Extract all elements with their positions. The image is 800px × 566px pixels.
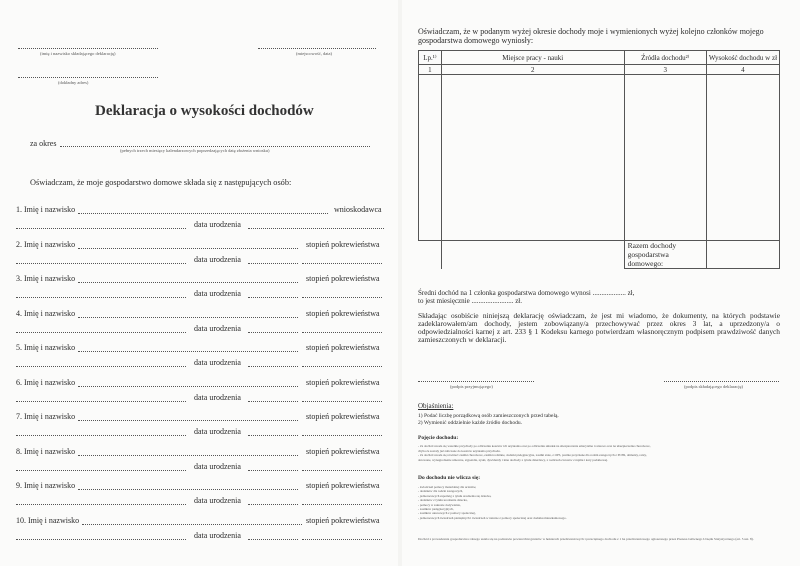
income-line: dotowane, wynagrodzenie umowne, stypendia, zyski, dywidendy i inne dochody z tytułu dzierżawy, z rozliczeń zwrotów z najmu i kary podatkowej.: [418, 457, 609, 462]
income-line: - Za dochód uważa się również: zasiłki chorobowe, zasiłki rodzinne, dodatki pielęgnacyjne, zasiłki stałe, z OPS, premie przyznane dla rodzin zastępczych z PCPR, alimenty, renty,: [418, 453, 647, 458]
birth-date-label: data urodzenia: [194, 496, 241, 505]
person-row: [0, 447, 398, 477]
birth-date-label: data urodzenia: [194, 254, 241, 264]
source-cell[interactable]: [624, 75, 706, 241]
person-name-label: 6. Imię i nazwisko: [16, 377, 76, 387]
birth-date-field[interactable]: [248, 366, 298, 367]
person-name-label: 10. Imię i nazwisko: [16, 515, 80, 525]
col-number-2: 2: [441, 65, 624, 75]
excluded-line: - dodatków dla rodzin zastępczych,: [418, 489, 464, 494]
excluded-line: - zasiłków okresowych z pomocy społecznej,: [418, 511, 476, 516]
person-row: [0, 516, 398, 546]
person-extra-field[interactable]: [16, 366, 186, 367]
person-extra-field[interactable]: [16, 504, 186, 505]
birth-date-field[interactable]: [248, 401, 298, 402]
excluded-line: - pomocy w zakresie dożywiania,: [418, 502, 461, 507]
birth-date-label: data urodzenia: [194, 323, 241, 333]
person-extra-field[interactable]: [16, 470, 186, 471]
person-name-label: 4. Imię i nazwisko: [16, 308, 76, 318]
receiver-signature-field[interactable]: [418, 381, 534, 382]
statement-text: Składając osobiście niniejszą deklarację oświadczam, że jest mi wiadomo, że dokumenty, na których podstawie zadeklarowałem/am dochody, jestem zobowiązany/a przechowywać przez okres 3 lat, a uprzedzony/a o odpowiedzialności karnej z art. 233 § 1 Kodeksu karnego potwierdzam własnoręcznym podpisem prawdziwość danych zamieszczonych w deklaracji.: [418, 311, 780, 344]
total-amount-cell[interactable]: [706, 241, 779, 269]
relationship-label: stopień pokrewieństwa: [306, 308, 380, 318]
page-title: Deklaracja o wysokości dochodów: [95, 103, 314, 119]
relationship-field[interactable]: [302, 366, 382, 367]
relationship-field[interactable]: [302, 297, 382, 298]
excluded-line: - jednorazowych świadczeń pieniężnych i świadczeń w naturze z pomocy społecznej oraz dodatku mieszkaniowego.: [418, 515, 567, 520]
birth-date-label: data urodzenia: [194, 392, 241, 402]
birth-date-field[interactable]: [248, 470, 298, 471]
birth-date-field[interactable]: [248, 435, 298, 436]
person-name-label: 5. Imię i nazwisko: [16, 343, 76, 352]
income-line: - Za dochód uważa się wszelkie przychody po odliczeniu kosztów ich uzyskania oraz po odliczeniu składek na ubezpieczenie emerytalne i rentowe oraz na ubezpieczenie chorobowe,: [418, 444, 651, 448]
address-caption: (dokładny adres): [58, 80, 89, 85]
birth-date-label: data urodzenia: [194, 530, 241, 540]
person-name-field[interactable]: [78, 420, 298, 421]
footer-note: Dochód z prowadzenia gospodarstwa rolnego ustala się na podstawie powierzchni gruntów w hektarach przeliczeniowych i przeciętnego dochodu z 1 ha przeliczeniowego ogłoszonego przez Prezesa Głównego Urzędu Statystycznego (art. 5 ust. 8).: [418, 537, 754, 541]
col-number-1: 1: [419, 65, 442, 75]
relationship-label: stopień pokrewieństwa: [306, 446, 380, 456]
person-extra-field[interactable]: [16, 228, 186, 229]
person-row: [0, 205, 398, 235]
person-row: [0, 412, 398, 442]
birth-date-field[interactable]: [248, 332, 298, 333]
relationship-field[interactable]: [302, 504, 382, 505]
person-name-field[interactable]: [78, 489, 298, 490]
household-declaration: Oświadczam, że moje gospodarstwo domowe składa się z następujących osób:: [30, 178, 292, 187]
excluded-line: - zasiłków pielęgnacyjnych,: [418, 507, 454, 512]
applicant-name-caption: (imię i nazwisko składającego deklarację): [40, 51, 116, 56]
person-name-label: 9. Imię i nazwisko: [16, 481, 76, 490]
relationship-label: stopień pokrewieństwa: [306, 343, 380, 352]
lp-cell[interactable]: [419, 75, 442, 241]
person-extra-field[interactable]: [16, 435, 186, 436]
income-definition: [418, 444, 788, 462]
header-lp: Lp.¹⁾: [419, 51, 442, 65]
birth-date-label: data urodzenia: [194, 461, 241, 471]
relationship-field[interactable]: [302, 539, 382, 540]
person-name-field[interactable]: [78, 248, 298, 249]
person-name-field[interactable]: [78, 351, 298, 352]
header-amount: Wysokość dochodu w zł: [706, 51, 779, 65]
address-field[interactable]: [18, 77, 158, 78]
birth-date-label: data urodzenia: [194, 358, 241, 367]
header-source: Źródła dochodu²⁾: [624, 51, 706, 65]
relationship-field[interactable]: [302, 470, 382, 471]
excluded-line: - świadczeń pomocy materialnej dla uczniów,: [418, 485, 477, 489]
col-number-3: 3: [624, 65, 706, 75]
declarant-signature-field[interactable]: [664, 381, 779, 382]
receiver-signature-caption: (podpis przyjmującego): [450, 384, 493, 389]
place-date-field[interactable]: [258, 48, 376, 49]
relationship-field[interactable]: [302, 332, 382, 333]
birth-date-label: data urodzenia: [194, 289, 241, 298]
declarant-signature-caption: (podpis składającego deklarację): [684, 384, 743, 389]
person-extra-field[interactable]: [16, 332, 186, 333]
relationship-label: stopień pokrewieństwa: [306, 412, 380, 421]
relationship-field[interactable]: [302, 435, 382, 436]
birth-date-field[interactable]: [248, 297, 298, 298]
person-row: [0, 274, 398, 304]
income-line: chyba że zostały już zaliczone do kosztów uzyskania przychodu.: [418, 448, 501, 453]
relationship-field[interactable]: [302, 401, 382, 402]
income-definition-title: Pojęcie dochodu:: [418, 435, 459, 441]
person-name-label: 2. Imię i nazwisko: [16, 239, 76, 249]
header-workplace: Miejsce pracy - nauki: [441, 51, 624, 65]
explanation-item: 2) Wymienić oddzielnie każde źródło dochodu.: [418, 420, 523, 426]
person-extra-field[interactable]: [16, 263, 186, 264]
excluded-income-title: Do dochodu nie wlicza się:: [418, 475, 481, 481]
income-table: [418, 50, 780, 269]
relationship-label: stopień pokrewieństwa: [306, 274, 380, 283]
explanations-list: [418, 413, 559, 427]
relationship-label: stopień pokrewieństwa: [306, 377, 380, 387]
amount-cell[interactable]: [706, 75, 779, 241]
person-name-label: 1. Imię i nazwisko: [16, 205, 76, 214]
relationship-label: stopień pokrewieństwa: [306, 481, 380, 490]
birth-date-field[interactable]: [248, 504, 298, 505]
left-page: [0, 0, 398, 566]
person-row: [0, 343, 398, 373]
person-name-label: 8. Imię i nazwisko: [16, 446, 76, 456]
person-name-field[interactable]: [78, 386, 298, 387]
explanation-item: 1) Podać liczbę porządkową osób zamieszczonych przed tabelą.: [418, 413, 559, 419]
birth-date-label: data urodzenia: [194, 220, 241, 229]
relationship-label: stopień pokrewieństwa: [306, 239, 380, 249]
person-name-label: 3. Imię i nazwisko: [16, 274, 76, 283]
relationship-label: stopień pokrewieństwa: [306, 515, 380, 525]
relationship-field[interactable]: [302, 263, 382, 264]
person-name-field[interactable]: [78, 455, 298, 456]
person-name-field[interactable]: [78, 317, 298, 318]
average-income-line: Średni dochód na 1 członka gospodarstwa domowego wynosi ................... zł,: [418, 289, 635, 297]
birth-date-field[interactable]: [248, 539, 298, 540]
person-name-field[interactable]: [82, 524, 302, 525]
birth-date-field[interactable]: [248, 228, 384, 229]
person-name-field[interactable]: [78, 282, 298, 283]
person-extra-field[interactable]: [16, 297, 186, 298]
birth-date-label: data urodzenia: [194, 427, 241, 436]
person-name-field[interactable]: [78, 213, 328, 214]
person-row: [0, 481, 398, 511]
period-caption: (pełnych trzech miesięcy kalendarzowych poprzedzających datę złożenia wniosku): [120, 148, 270, 153]
excluded-income-list: [418, 485, 788, 520]
period-field[interactable]: [60, 146, 370, 147]
excluded-line: - dodatków z tytułu urodzenia dziecka,: [418, 498, 468, 503]
period-label: za okres: [30, 139, 57, 148]
col-number-4: 4: [706, 65, 779, 75]
income-intro: Oświadczam, że w podanym wyżej okresie dochody moje i wymienionych wyżej kolejno członków mojego gospodarstwa domowego wyniosły:: [418, 27, 764, 45]
explanations-title: Objaśnienia:: [418, 402, 454, 410]
applicant-role-label: wnioskodawca: [334, 205, 382, 214]
workplace-cell[interactable]: [441, 75, 624, 241]
total-label: Razem dochody gospodarstwa domowego:: [624, 241, 706, 269]
person-row: [0, 240, 398, 270]
person-name-label: 7. Imię i nazwisko: [16, 412, 76, 421]
monthly-income-line: to jest miesięcznie ........................ zł.: [418, 297, 523, 305]
birth-date-field[interactable]: [248, 263, 298, 264]
person-row: [0, 309, 398, 339]
right-page: [402, 0, 800, 566]
place-date-caption: (miejscowość, data): [296, 51, 332, 56]
applicant-name-field[interactable]: [18, 48, 158, 49]
excluded-line: - jednorazowych zapomóg z tytułu urodzenia się dziecka,: [418, 493, 492, 498]
person-row: [0, 378, 398, 408]
person-extra-field[interactable]: [16, 401, 186, 402]
person-extra-field[interactable]: [16, 539, 186, 540]
